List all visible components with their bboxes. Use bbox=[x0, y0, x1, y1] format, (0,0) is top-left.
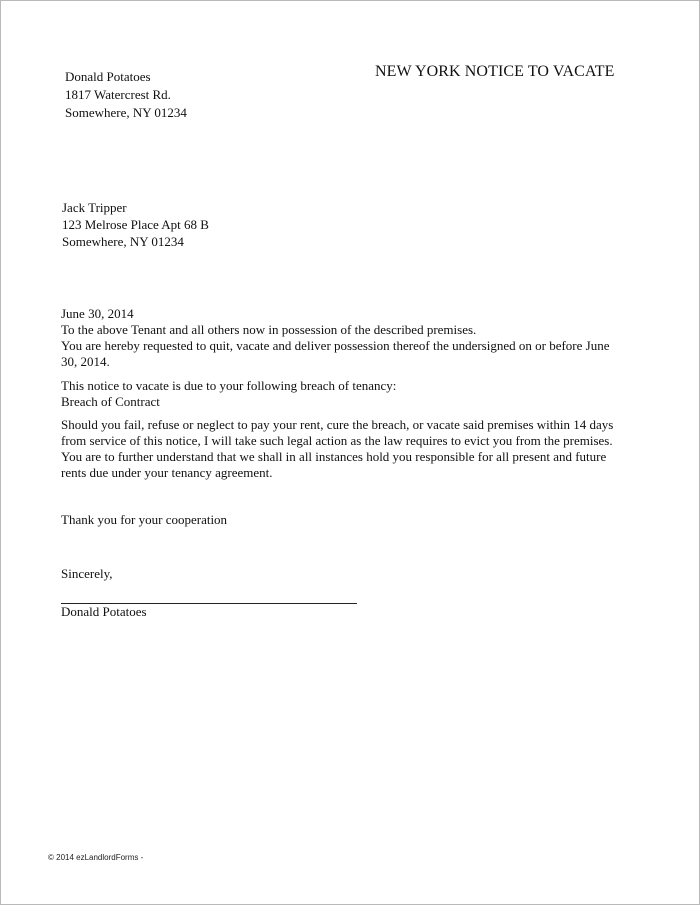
signature-name: Donald Potatoes bbox=[61, 604, 147, 619]
intro-paragraph bbox=[61, 306, 609, 370]
intro-line: You are hereby requested to quit, vacate and deliver possession thereof the undersigned on or before June bbox=[61, 338, 610, 353]
breach-paragraph bbox=[61, 378, 396, 410]
tenant-street: 123 Melrose Place Apt 68 B bbox=[62, 217, 209, 232]
intro-line: To the above Tenant and all others now in possession of the described premises. bbox=[61, 322, 477, 337]
warning-line: rents due under your tenancy agreement. bbox=[61, 465, 273, 480]
tenant-name: Jack Tripper bbox=[62, 200, 127, 215]
landlord-street: 1817 Watercrest Rd. bbox=[65, 87, 171, 102]
warning-line: You are to further understand that we shall in all instances hold you responsible for all present and future bbox=[61, 449, 607, 464]
warning-paragraph bbox=[61, 417, 613, 481]
landlord-address bbox=[65, 69, 187, 121]
closing-text: Sincerely, bbox=[61, 566, 113, 581]
breach-type: Breach of Contract bbox=[61, 394, 160, 409]
landlord-name: Donald Potatoes bbox=[65, 69, 151, 84]
tenant-city: Somewhere, NY 01234 bbox=[62, 234, 184, 249]
breach-line: This notice to vacate is due to your following breach of tenancy: bbox=[61, 378, 397, 393]
document-title: NEW YORK NOTICE TO VACATE bbox=[375, 63, 615, 80]
tenant-address bbox=[62, 200, 209, 250]
warning-line: Should you fail, refuse or neglect to pay your rent, cure the breach, or vacate said premises within 14 days bbox=[61, 417, 614, 432]
intro-line: 30, 2014. bbox=[61, 354, 110, 369]
notice-date: June 30, 2014 bbox=[61, 306, 134, 321]
thanks-text: Thank you for your cooperation bbox=[61, 512, 228, 527]
copyright-footer: © 2014 ezLandlordForms - bbox=[48, 853, 144, 862]
warning-line: from service of this notice, I will take such legal action as the law requires to evict you from the premises. bbox=[61, 433, 613, 448]
landlord-city: Somewhere, NY 01234 bbox=[65, 105, 187, 120]
